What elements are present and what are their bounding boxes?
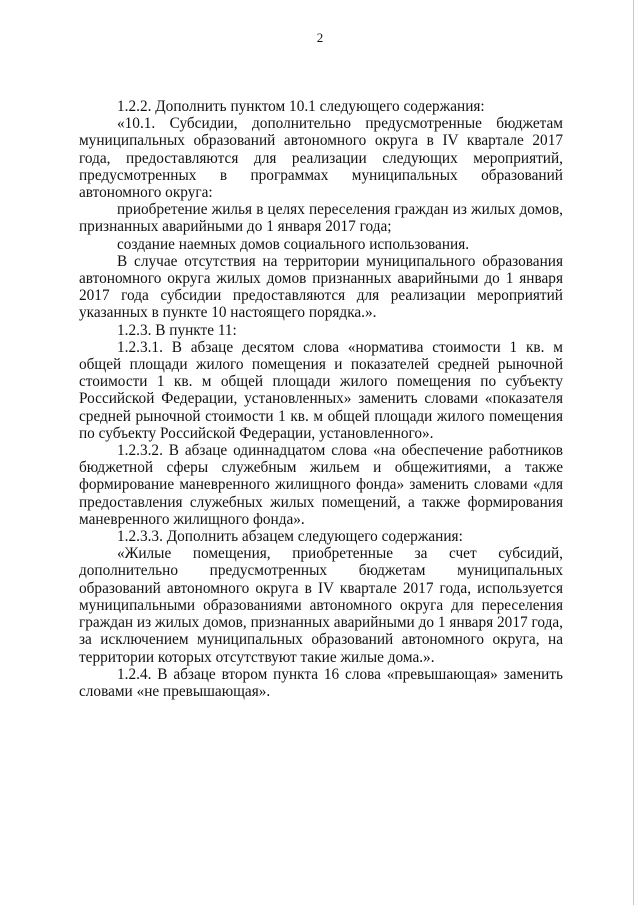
paragraph-housing-purchase: приобретение жилья в целях переселения граждан из жилых домов, признанных аварийными до 1 января 2017 года; <box>79 201 563 236</box>
paragraph-residential-premises: «Жилые помещения, приобретенные за счет субсидий, дополнительно предусмотренных бюджетам муниципальных образований автономного округа в IV квартале 2017 года, используется муниципальными образованиями автономного округа для переселения граждан из жилых домов, признанных аварийными до 1 января 2017 года, за исключением муниципальных образований автономного округа, на территории которых отсутствуют такие жилые дома.». <box>79 545 563 666</box>
paragraph-1-2-3-2: 1.2.3.2. В абзаце одиннадцатом слова «на обеспечение работников бюджетной сферы служебным жильем и общежитиями, а также формирование маневренного жилищного фонда» заменить словами «для предоставления служебных жилых помещений, а также формирования маневренного жилищного фонда». <box>79 442 563 528</box>
page-edge <box>633 0 634 905</box>
document-body <box>79 98 563 700</box>
paragraph-1-2-4: 1.2.4. В абзаце втором пункта 16 слова «превышающая» заменить словами «не превышающая». <box>79 665 563 700</box>
paragraph-1-2-3-1: 1.2.3.1. В абзаце десятом слова «норматива стоимости 1 кв. м общей площади жилого помещения и показателей средней рыночной стоимости 1 кв. м общей площади жилого помещения по субъекту Российской Федерации, установленных» заменить словами «показателя средней рыночной стоимости 1 кв. м общей площади жилого помещения по субъекту Российской Федерации, установленного». <box>79 338 563 442</box>
paragraph-rental-houses: создание наемных домов социального использования. <box>117 235 470 253</box>
paragraph-absence-case: В случае отсутствия на территории муниципального образования автономного округа жилых домов признанных аварийными до 1 января 2017 года субсидии предоставляются для реализации мероприятий указанных в пункте 10 настоящего порядка.». <box>79 252 563 322</box>
paragraph-10-1: «10.1. Субсидии, дополнительно предусмотренные бюджетам муниципальных образований автономного округа в IV квартале 2017 года, предоставляются для реализации следующих мероприятий, предусмотренных в программах муниципальных образований автономного округа: <box>79 115 563 202</box>
paragraph-1-2-3: 1.2.3. В пункте 11: <box>117 321 237 339</box>
page-number: 2 <box>316 30 324 45</box>
paragraph-1-2-2: 1.2.2. Дополнить пунктом 10.1 следующего содержания: <box>117 98 485 115</box>
paragraph-1-2-3-3: 1.2.3.3. Дополнить абзацем следующего содержания: <box>117 528 463 546</box>
